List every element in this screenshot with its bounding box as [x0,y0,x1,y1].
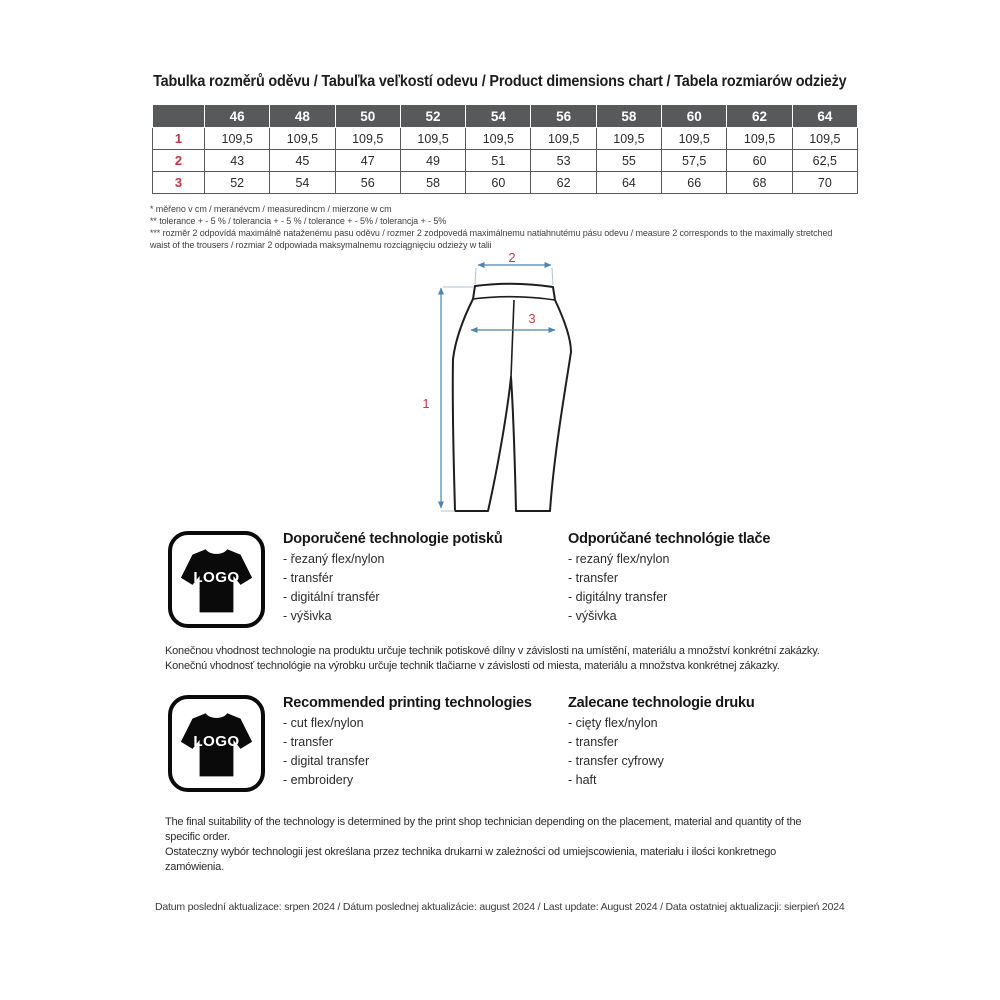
size-value-cell: 109,5 [205,128,270,150]
note-line: Konečnú vhodnosť technológie na výrobku určuje technik tlačiarne v závislosti od miesta, materiálu a množstva konkrétnej zákazky. [165,660,780,672]
logo-text: LOGO [193,569,240,587]
size-value-cell: 56 [335,172,400,194]
size-table-row [153,172,858,194]
page-title: Tabulka rozměrů oděvu / Tabuľka veľkostí odevu / Product dimensions chart / Tabela rozmiarów odzieży [153,73,847,90]
size-table-header-row [153,105,858,128]
size-value-cell: 109,5 [792,128,857,150]
size-value-cell: 58 [400,172,465,194]
tech-column-en [283,695,550,790]
tech-items-pl [568,714,1000,790]
dimension-label-hips: 3 [528,311,536,326]
tech-item: - digital transfer [283,754,370,768]
size-header-cell: 52 [400,105,465,128]
print-tech-section-cs-sk [168,531,1000,628]
size-header-cell: 50 [335,105,400,128]
note-line: Konečnou vhodnost technologie na produktu určuje technik potiskové dílny v závislosti na umístění, materiálu a množství konkrétní zakázky. [165,645,820,657]
tech-column-sk [568,531,1000,626]
tech-item: - transfer [568,571,619,585]
size-header-cell: 62 [727,105,792,128]
dimension-number-cell: 1 [153,128,205,150]
dimension-label-waist: 2 [508,251,516,265]
witness-line-waist-right [552,268,553,285]
size-value-cell: 64 [596,172,661,194]
title-row [0,0,1000,91]
tech-item: - transfer [568,735,619,749]
size-value-cell: 49 [400,150,465,172]
size-value-cell: 66 [662,172,727,194]
size-value-cell: 109,5 [466,128,531,150]
size-header-cell: 48 [270,105,335,128]
size-value-cell: 52 [205,172,270,194]
footnote-line: waist of the trousers / rozmiar 2 odpowiada maksymalnemu rozciągnięciu odzieży w talii [150,240,492,250]
size-value-cell: 57,5 [662,150,727,172]
tech-item: - digitální transfér [283,590,380,604]
size-header-cell: 60 [662,105,727,128]
size-header-cell: 56 [531,105,596,128]
tech-item: - výšivka [568,609,617,623]
tech-item: - transfer [283,735,334,749]
size-value-cell: 60 [727,150,792,172]
size-table-body [153,128,858,194]
print-tech-section-en-pl [168,695,1000,792]
tech-item: - výšivka [283,609,332,623]
size-value-cell: 62,5 [792,150,857,172]
dimension-label-length: 1 [422,396,430,411]
tech-item: - embroidery [283,773,354,787]
tech-heading-sk: Odporúčané technológie tlače [568,531,771,547]
tshirt-logo-svg [172,535,261,624]
size-header-cell: 54 [466,105,531,128]
size-value-cell: 109,5 [727,128,792,150]
size-value-cell: 109,5 [335,128,400,150]
tech-heading-en: Recommended printing technologies [283,695,532,711]
size-value-cell: 70 [792,172,857,194]
dimension-number-cell: 2 [153,150,205,172]
size-value-cell: 55 [596,150,661,172]
tshirt-logo-icon [168,695,265,792]
size-value-cell: 53 [531,150,596,172]
size-value-cell: 109,5 [270,128,335,150]
size-value-cell: 60 [466,172,531,194]
size-table-row [153,128,858,150]
tech-item: - řezaný flex/nylon [283,552,385,566]
dimension-number-cell: 3 [153,172,205,194]
note-line: The final suitability of the technology is determined by the print shop technician depending on the placement, material and quantity of the [165,816,802,828]
size-value-cell: 109,5 [400,128,465,150]
tech-items-cs [283,550,550,626]
tech-item: - transfér [283,571,334,585]
tshirt-logo-icon [168,531,265,628]
size-table [152,104,858,194]
size-value-cell: 47 [335,150,400,172]
note-line: zamówienia. [165,861,224,873]
tshirt-logo-svg [172,699,261,788]
size-header-cell: 58 [596,105,661,128]
last-update-line: Datum poslední aktualizace: srpen 2024 / Dátum poslednej aktualizácie: august 2024 / Last update: August 2024 / Data ostatniej aktualizacji: sierpień 2024 [155,901,845,913]
tech-heading-pl: Zalecane technologie druku [568,695,755,711]
size-header-cell: 46 [205,105,270,128]
size-table-row [153,150,858,172]
size-value-cell: 43 [205,150,270,172]
size-header-cell: 64 [792,105,857,128]
tech-item: - rezaný flex/nylon [568,552,670,566]
tech-items-sk [568,550,1000,626]
size-table-corner-cell [153,105,205,128]
size-value-cell: 62 [531,172,596,194]
tech-item: - digitálny transfer [568,590,668,604]
size-value-cell: 109,5 [531,128,596,150]
footnote-line: ** tolerance + - 5 % / tolerancia + - 5 % / tolerance + - 5% / tolerancja + - 5% [150,216,447,226]
tech-heading-cs: Doporučené technologie potisků [283,531,503,547]
footnote-line: * měřeno v cm / meranévcm / measuredincm / mierzone w cm [150,204,392,214]
size-value-cell: 109,5 [596,128,661,150]
note-line: Ostateczny wybór technologii jest określana przez technika drukarni w zależności od umiejscowienia, materiału i ilości konkretnego [165,846,777,858]
tech-item: - haft [568,773,597,787]
tech-item: - cut flex/nylon [283,716,364,730]
footnotes [150,203,1000,251]
size-value-cell: 45 [270,150,335,172]
trousers-outline [453,284,571,511]
suitability-note-cs-sk [165,644,1000,674]
size-value-cell: 109,5 [662,128,727,150]
witness-line-waist-left [475,268,476,284]
tech-column-cs [283,531,550,626]
tech-column-pl [568,695,1000,790]
trousers-diagram-svg [413,251,593,525]
note-line: specific order. [165,831,230,843]
trousers-diagram [0,251,1000,525]
tech-item: - transfer cyfrowy [568,754,664,768]
logo-text: LOGO [193,733,240,751]
tech-item: - cięty flex/nylon [568,716,658,730]
size-value-cell: 54 [270,172,335,194]
size-value-cell: 68 [727,172,792,194]
suitability-note-en-pl [165,815,1000,875]
footnote-line: *** rozměr 2 odpovídá maximálně nataženému pasu oděvu / rozmer 2 zodpovedá maximálnemu natiahnutému pásu odevu / measure 2 corresponds to the maximally stretched [150,228,833,238]
size-value-cell: 51 [466,150,531,172]
tech-items-en [283,714,550,790]
